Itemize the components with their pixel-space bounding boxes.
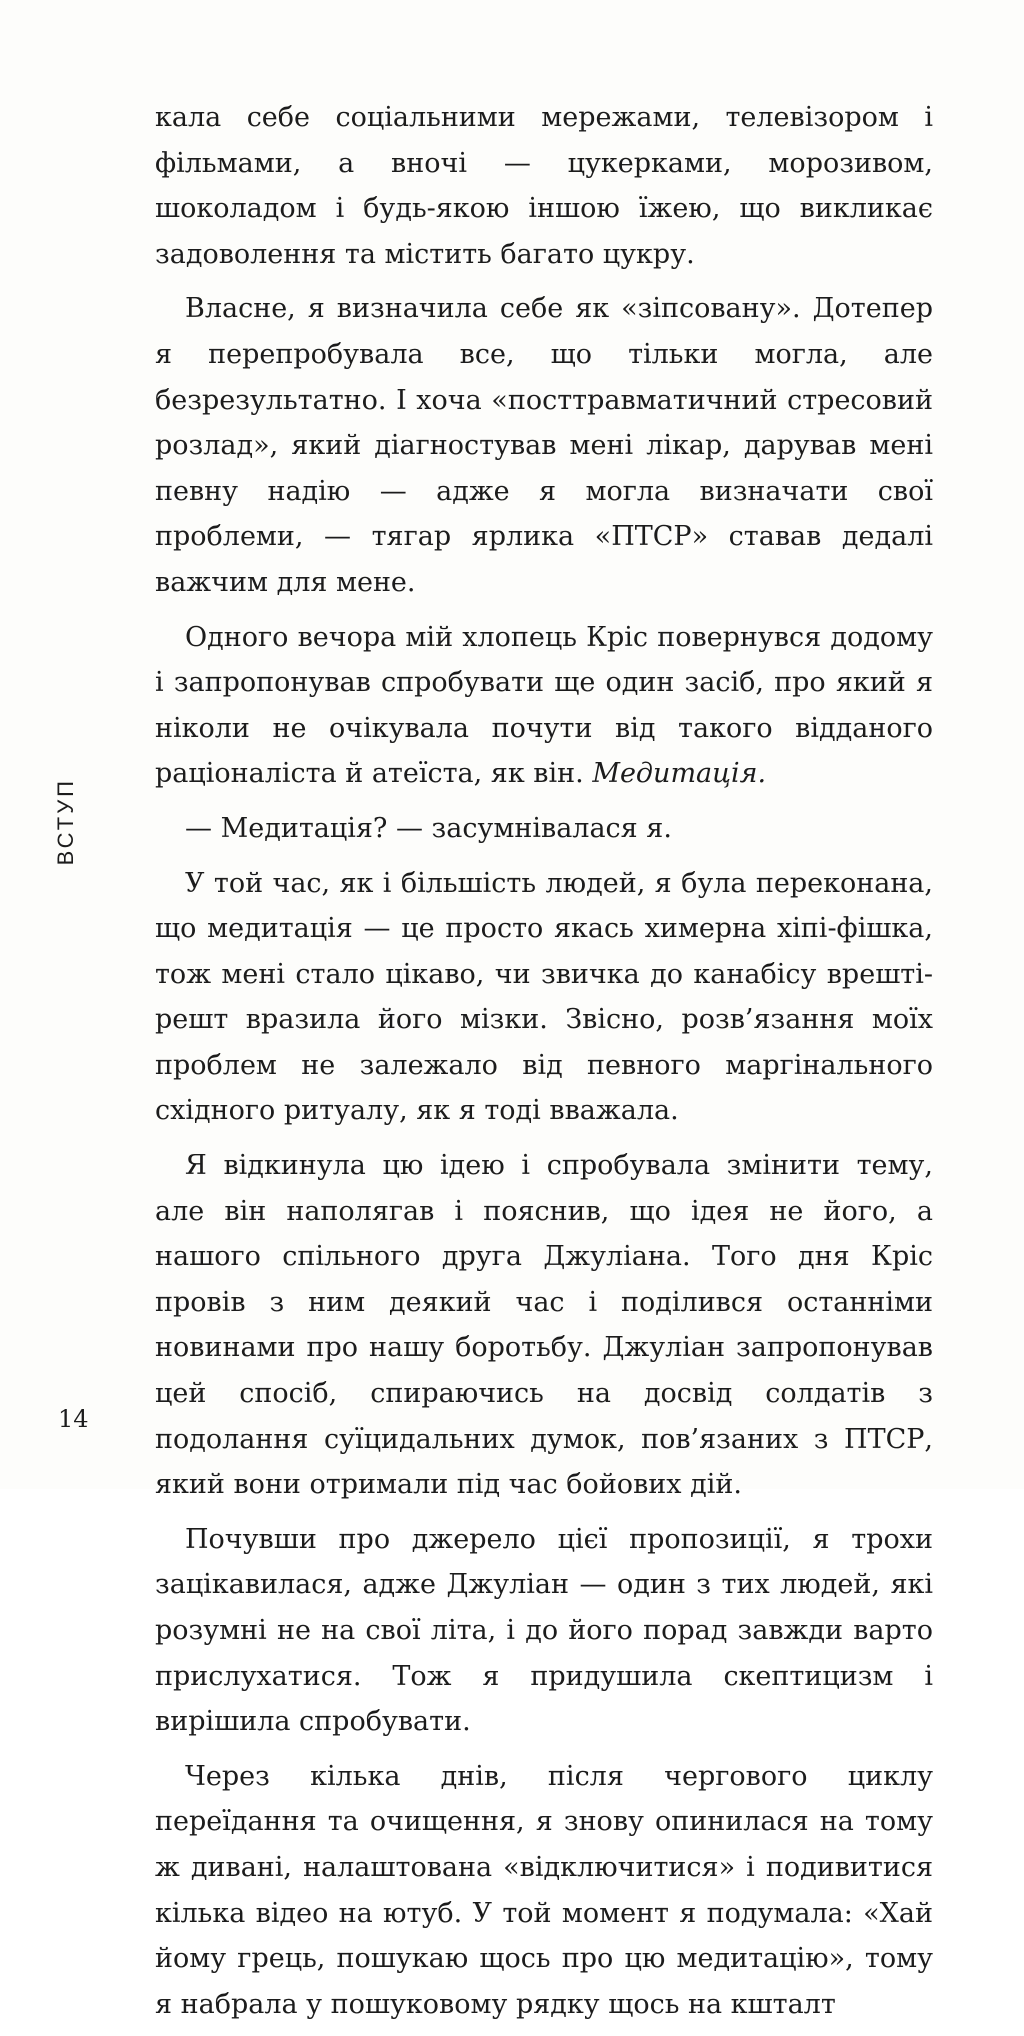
paragraph: Я відкинула цю ідею і спробувала змінити тему, але він наполягав і пояснив, що ідея не його, а нашого спільного друга Джуліана. Того дня Кріс провів з ним деякий час і поділився останніми новинами про нашу боротьбу. Джуліан запропонував цей спосіб, спираючись на досвід солдатів з подолання суїцидальних думок, пов’язаних з ПТСР, який вони отримали під час бойових дій. xyxy=(155,1150,933,1501)
paragraph xyxy=(155,615,933,797)
running-head: ВСТУП xyxy=(53,778,78,866)
paragraph: кала себе соціальними мережами, телевізором і фільмами, а вночі — цукерками, морозивом, шоколадом і будь-якою іншою їжею, що викликає задоволення та містить багато цукру. xyxy=(155,102,933,270)
dialogue-line: — Медитація? — засумнівалася я. xyxy=(185,812,672,844)
paragraph-text: Одного вечора мій хлопець Кріс повернувся додому і запропонував спробувати ще один засіб, про який я ніколи не очікувала почути від такого відданого раціоналіста й атеїста, як він. xyxy=(155,621,933,790)
page-number: 14 xyxy=(58,1405,89,1433)
paragraph: Через кілька днів, після чергового циклу переїдання та очищення, я знову опинилася на тому ж дивані, налаштована «відключитися» і подивитися кілька відео на ютуб. У той момент я подумала: «Хай йому грець, пошукаю щось про цю медитацію», тому я набрала у пошуковому рядку щось на кшталт xyxy=(155,1760,933,2020)
italic-emphasis: Медитація. xyxy=(592,758,767,790)
body-text xyxy=(155,95,933,2036)
paragraph: Власне, я визначила себе як «зіпсовану». Дотепер я перепробувала все, що тільки могла, але безрезультатно. І хоча «посттравматичний стресовий розлад», який діагностував мені лікар, дарував мені певну надію — адже я могла визначати свої проблеми, — тягар ярлика «ПТСР» ставав дедалі важчим для мене. xyxy=(155,293,933,598)
paragraph: У той час, як і більшість людей, я була переконана, що медитація — це просто якась химерна хіпі-фішка, тож мені стало цікаво, чи звичка до канабісу врешті-решт вразила його мізки. Звісно, розв’язання моїх проблем не залежало від певного маргінального східного ритуалу, як я тоді вважала. xyxy=(155,867,933,1127)
paragraph: Почувши про джерело цієї пропозиції, я трохи зацікавилася, адже Джуліан — один з тих людей, які розумні не на свої літа, і до його порад завжди варто прислухатися. Тож я придушила скептицизм і вирішила спробувати. xyxy=(155,1523,933,1738)
